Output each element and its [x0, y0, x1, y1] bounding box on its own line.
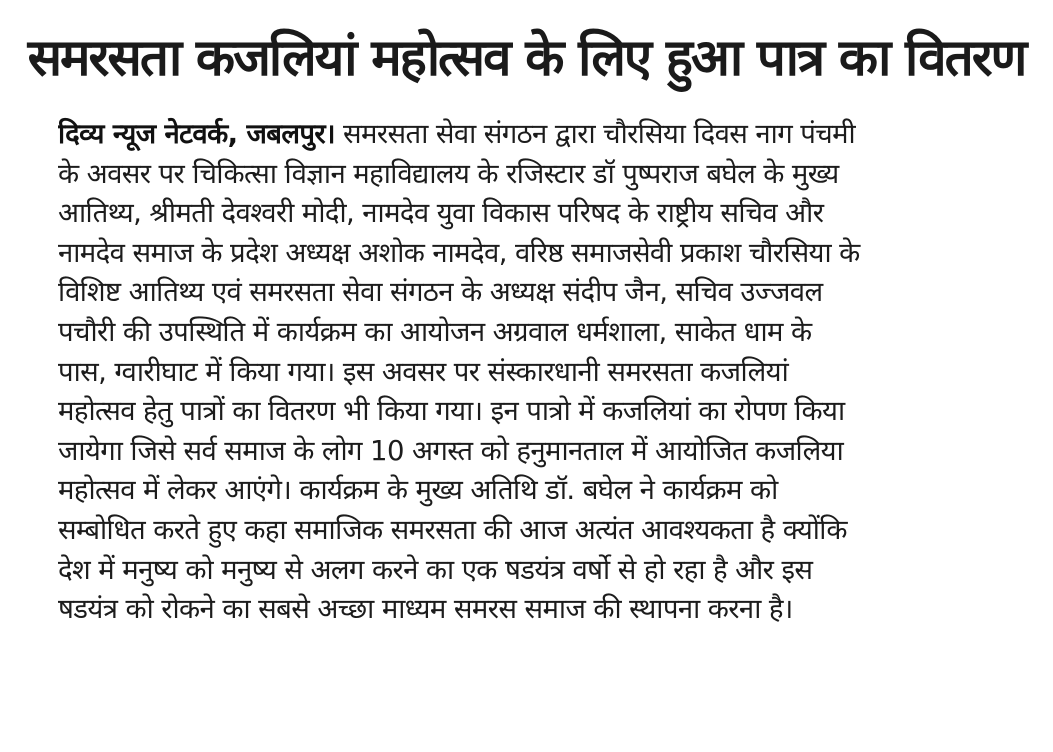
- headline: समरसता कजलियां महोत्सव के लिए हुआ पात्र का वितरण: [27, 29, 1026, 88]
- body-line: महोत्सव में लेकर आएंगे। कार्यक्रम के मुख्य अतिथि डॉ. बघेल ने कार्यक्रम को: [58, 474, 778, 507]
- body-line: नामदेव समाज के प्रदेश अध्यक्ष अशोक नामदेव, वरिष्ठ समाजसेवी प्रकाश चौरसिया के: [58, 236, 860, 269]
- body-line: पास, ग्वारीघाट में किया गया। इस अवसर पर संस्कारधानी समरसता कजलियां: [58, 355, 789, 388]
- body-line: के अवसर पर चिकित्सा विज्ञान महाविद्यालय के रजिस्टार डॉ पुष्पराज बघेल के मुख्य: [58, 157, 839, 190]
- body-line: जायेगा जिसे सर्व समाज के लोग 10 अगस्त को हनुमानताल में आयोजित कजलिया: [58, 434, 844, 467]
- body-line: [58, 115, 1018, 155]
- body-line: महोत्सव हेतु पात्रों का वितरण भी किया गया। इन पात्रो में कजलियां का रोपण किया: [58, 395, 845, 428]
- body-line: आतिथ्य, श्रीमती देवश्वरी मोदी, नामदेव युवा विकास परिषद के राष्ट्रीय सचिव और: [58, 197, 824, 230]
- body-line: सम्बोधित करते हुए कहा समाजिक समरसता की आज अत्यंत आवश्यकता है क्योंकि: [58, 513, 847, 546]
- body-line-text: समरसता सेवा संगठन द्वारा चौरसिया दिवस नाग पंचमी: [343, 118, 856, 150]
- body-line: विशिष्ट आतिथ्य एवं समरसता सेवा संगठन के अध्यक्ष संदीप जैन, सचिव उज्जवल: [58, 276, 823, 309]
- body-line: देश में मनुष्य को मनुष्य से अलग करने का एक षडयंत्र वर्षो से हो रहा है और इस: [58, 553, 813, 586]
- body-line: षडयंत्र को रोकने का सबसे अच्छा माध्यम समरस समाज की स्थापना करना है।: [58, 593, 793, 626]
- dateline: दिव्य न्यूज नेटवर्क, जबलपुर।: [58, 118, 335, 150]
- body-line: पचौरी की उपस्थिति में कार्यक्रम का आयोजन अग्रवाल धर्मशाला, साकेत धाम के: [58, 315, 812, 348]
- article-body: [58, 115, 1018, 630]
